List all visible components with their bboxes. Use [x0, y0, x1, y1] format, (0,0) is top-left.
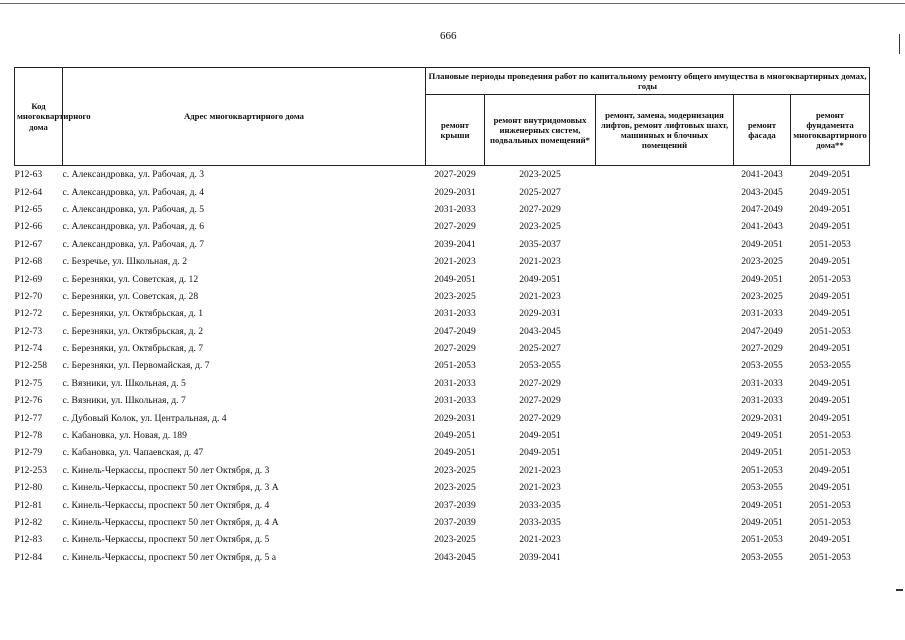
cell-code: P12-64: [14, 186, 43, 198]
cell-address: с. Кабановка, ул. Чапаевская, д. 47: [62, 447, 204, 459]
header-facade: ремонт фасада: [734, 95, 791, 166]
cell-roof: 2049-2051: [434, 273, 476, 285]
cell-address: с. Александровка, ул. Рабочая, д. 3: [62, 169, 205, 181]
cell-elevators: [596, 514, 734, 531]
cell-elevators: [596, 444, 734, 461]
cell-elevators: [596, 496, 734, 513]
cell-facade: 2027-2029: [741, 343, 783, 355]
cell-engineering: 2049-2051: [519, 273, 561, 285]
cell-foundation: 2049-2051: [809, 221, 851, 233]
cell-elevators: [596, 531, 734, 548]
cell-address: с. Вязники, ул. Школьная, д. 7: [62, 395, 186, 407]
cell-engineering: 2023-2025: [519, 169, 561, 181]
cell-code: P12-63: [14, 169, 43, 181]
cell-roof: 2043-2045: [434, 551, 476, 563]
cell-roof: 2027-2029: [434, 343, 476, 355]
cell-foundation: 2051-2053: [809, 430, 851, 442]
cell-code: P12-76: [14, 395, 43, 407]
cell-code: P12-74: [14, 343, 43, 355]
cell-foundation: 2051-2053: [809, 325, 851, 337]
cell-engineering: 2035-2037: [519, 238, 561, 250]
cell-code: P12-75: [14, 377, 43, 389]
cell-foundation: 2049-2051: [809, 377, 851, 389]
cell-address: с. Кинель-Черкассы, проспект 50 лет Октября, д. 3: [62, 464, 270, 476]
table-row: [15, 531, 870, 548]
cell-address: с. Березняки, ул. Первомайская, д. 7: [62, 360, 210, 372]
cell-facade: 2049-2051: [741, 447, 783, 459]
header-code: Код многоквартирного дома: [15, 68, 63, 166]
cell-roof: 2031-2033: [434, 203, 476, 215]
cell-code: P12-67: [14, 238, 43, 250]
cell-elevators: [596, 427, 734, 444]
cell-engineering: 2027-2029: [519, 412, 561, 424]
cell-engineering: 2027-2029: [519, 395, 561, 407]
cell-engineering: 2025-2027: [519, 343, 561, 355]
cell-elevators: [596, 340, 734, 357]
cell-roof: 2037-2039: [434, 517, 476, 528]
cell-code: P12-72: [14, 308, 43, 320]
cell-address: с. Кабановка, ул. Новая, д. 189: [62, 430, 187, 442]
cell-elevators: [596, 479, 734, 496]
cell-foundation: 2051-2053: [809, 447, 851, 459]
cell-engineering: 2021-2023: [519, 464, 561, 476]
cell-foundation: 2049-2051: [809, 464, 851, 476]
cell-elevators: [596, 218, 734, 235]
table-body: [15, 166, 870, 566]
cell-engineering: 2025-2027: [519, 186, 561, 198]
cell-facade: 2041-2043: [741, 169, 783, 181]
cell-engineering: 2021-2023: [519, 256, 561, 268]
cell-engineering: 2039-2041: [519, 551, 561, 563]
cell-address: с. Кинель-Черкассы, проспект 50 лет Октября, д. 5: [62, 534, 270, 546]
table-row: [15, 166, 870, 184]
cell-roof: 2049-2051: [434, 430, 476, 442]
cell-elevators: [596, 462, 734, 479]
cell-engineering: 2021-2023: [519, 534, 561, 546]
cell-code: P12-258: [14, 360, 48, 372]
cell-address: с. Кинель-Черкассы, проспект 50 лет Октября, д. 3 А: [62, 482, 279, 494]
cell-facade: 2031-2033: [741, 308, 783, 320]
cell-elevators: [596, 323, 734, 340]
cell-roof: 2029-2031: [434, 412, 476, 424]
header-address: Адрес многоквартирного дома: [63, 68, 426, 166]
cell-code: P12-65: [14, 203, 43, 215]
cell-roof: 2031-2033: [434, 308, 476, 320]
cell-roof: 2029-2031: [434, 186, 476, 198]
cell-elevators: [596, 375, 734, 392]
table-row: [15, 549, 870, 566]
cell-address: с. Безречье, ул. Школьная, д. 2: [62, 256, 188, 268]
cell-roof: 2039-2041: [434, 238, 476, 250]
cell-facade: 2023-2025: [741, 290, 783, 302]
cell-facade: 2043-2045: [741, 186, 783, 198]
top-rule: [0, 3, 905, 4]
cell-code: P12-69: [14, 273, 43, 285]
cell-engineering: 2023-2025: [519, 221, 561, 233]
cell-address: с. Березняки, ул. Октябрьская, д. 7: [62, 343, 204, 355]
table-row: [15, 444, 870, 461]
cell-engineering: 2029-2031: [519, 308, 561, 320]
cell-code: P12-78: [14, 430, 43, 442]
cell-facade: 2053-2055: [741, 551, 783, 563]
cell-facade: 2049-2051: [741, 238, 783, 250]
table-row: [15, 218, 870, 235]
cell-address: с. Александровка, ул. Рабочая, д. 4: [62, 186, 205, 198]
cell-foundation: 2051-2053: [809, 499, 851, 511]
cell-address: с. Александровка, ул. Рабочая, д. 5: [62, 203, 205, 215]
cell-code: P12-253: [14, 464, 48, 476]
cell-address: с. Березняки, ул. Октябрьская, д. 1: [62, 308, 204, 320]
table-row: [15, 409, 870, 426]
cell-foundation: 2049-2051: [809, 169, 851, 181]
table-row: [15, 305, 870, 322]
cell-address: с. Березняки, ул. Советская, д. 12: [62, 273, 199, 285]
cell-roof: 2031-2033: [434, 395, 476, 407]
cell-foundation: 2049-2051: [809, 395, 851, 407]
margin-dash: [896, 589, 903, 591]
cell-foundation: 2051-2053: [809, 517, 851, 528]
cell-roof: 2031-2033: [434, 377, 476, 389]
cell-elevators: [596, 409, 734, 426]
cell-elevators: [596, 288, 734, 305]
cell-foundation: 2049-2051: [809, 482, 851, 494]
cell-foundation: 2049-2051: [809, 412, 851, 424]
cell-engineering: 2049-2051: [519, 430, 561, 442]
repair-schedule-table: [14, 67, 870, 566]
cell-foundation: 2049-2051: [809, 534, 851, 546]
cell-roof: 2047-2049: [434, 325, 476, 337]
cell-foundation: 2049-2051: [809, 186, 851, 198]
cell-elevators: [596, 549, 734, 566]
table-row: [15, 392, 870, 409]
cell-facade: 2047-2049: [741, 203, 783, 215]
cell-facade: 2051-2053: [741, 534, 783, 546]
cell-roof: 2037-2039: [434, 499, 476, 511]
cell-engineering: 2049-2051: [519, 447, 561, 459]
cell-foundation: 2051-2053: [809, 238, 851, 250]
table-row: [15, 340, 870, 357]
table-row: [15, 462, 870, 479]
header-elevators: ремонт, замена, модернизация лифтов, ремонт лифтовых шахт, машинных и блочных помещений: [596, 95, 734, 166]
cell-code: P12-77: [14, 412, 43, 424]
cell-elevators: [596, 201, 734, 218]
cell-roof: 2023-2025: [434, 482, 476, 494]
table-row: [15, 201, 870, 218]
cell-elevators: [596, 166, 734, 184]
cell-code: P12-73: [14, 325, 43, 337]
cell-facade: 2049-2051: [741, 499, 783, 511]
cell-address: с. Александровка, ул. Рабочая, д. 6: [62, 221, 205, 233]
cell-foundation: 2053-2055: [809, 360, 851, 372]
cell-elevators: [596, 392, 734, 409]
cell-engineering: 2021-2023: [519, 482, 561, 494]
margin-mark: [899, 34, 900, 54]
header-roof: ремонт крыши: [426, 95, 485, 166]
cell-code: P12-68: [14, 256, 43, 268]
cell-engineering: 2027-2029: [519, 377, 561, 389]
cell-foundation: 2049-2051: [809, 203, 851, 215]
cell-facade: 2051-2053: [741, 464, 783, 476]
header-engineering: ремонт внутридомовых инженерных систем, подвальных помещений*: [485, 95, 596, 166]
cell-engineering: 2053-2055: [519, 360, 561, 372]
cell-address: с. Дубовый Колок, ул. Центральная, д. 4: [62, 412, 227, 424]
cell-foundation: 2051-2053: [809, 273, 851, 285]
cell-address: с. Березняки, ул. Советская, д. 28: [62, 290, 199, 302]
cell-engineering: 2021-2023: [519, 290, 561, 302]
cell-address: с. Александровка, ул. Рабочая, д. 7: [62, 238, 205, 250]
table-row: [15, 514, 870, 531]
cell-facade: 2031-2033: [741, 395, 783, 407]
cell-address: с. Кинель-Черкассы, проспект 50 лет Октября, д. 4: [62, 499, 270, 511]
table-row: [15, 236, 870, 253]
cell-roof: 2049-2051: [434, 447, 476, 459]
cell-elevators: [596, 270, 734, 287]
cell-roof: 2027-2029: [434, 221, 476, 233]
header-foundation: ремонт фундамента многоквартирного дома**: [791, 95, 870, 166]
cell-code: P12-84: [14, 551, 43, 563]
cell-address: с. Кинель-Черкассы, проспект 50 лет Октября, д. 4 А: [62, 517, 279, 528]
cell-elevators: [596, 236, 734, 253]
header-work-periods: Плановые периоды проведения работ по капитальному ремонту общего имущества в многоквартирных домах, годы: [426, 68, 870, 95]
cell-roof: 2023-2025: [434, 464, 476, 476]
cell-code: P12-66: [14, 221, 43, 233]
cell-code: P12-82: [14, 517, 43, 528]
cell-address: с. Березняки, ул. Октябрьская, д. 2: [62, 325, 204, 337]
page-number: 666: [440, 30, 457, 42]
cell-code: P12-83: [14, 534, 43, 546]
cell-facade: 2049-2051: [741, 517, 783, 528]
cell-engineering: 2043-2045: [519, 325, 561, 337]
cell-address: с. Кинель-Черкассы, проспект 50 лет Октября, д. 5 а: [62, 551, 276, 563]
cell-facade: 2041-2043: [741, 221, 783, 233]
table-row: [15, 427, 870, 444]
table-row: [15, 253, 870, 270]
cell-code: P12-70: [14, 290, 43, 302]
cell-roof: 2023-2025: [434, 534, 476, 546]
cell-foundation: 2051-2053: [809, 551, 851, 563]
cell-roof: 2051-2053: [434, 360, 476, 372]
cell-code: P12-81: [14, 499, 43, 511]
cell-foundation: 2049-2051: [809, 256, 851, 268]
table-row: [15, 375, 870, 392]
cell-roof: 2021-2023: [434, 256, 476, 268]
table-row: [15, 288, 870, 305]
table-row: [15, 496, 870, 513]
cell-foundation: 2049-2051: [809, 343, 851, 355]
cell-facade: 2031-2033: [741, 377, 783, 389]
cell-elevators: [596, 357, 734, 374]
cell-engineering: 2027-2029: [519, 203, 561, 215]
cell-engineering: 2033-2035: [519, 499, 561, 511]
cell-elevators: [596, 183, 734, 200]
cell-code: P12-80: [14, 482, 43, 494]
table-row: [15, 479, 870, 496]
cell-facade: 2053-2055: [741, 482, 783, 494]
table-row: [15, 270, 870, 287]
table-row: [15, 357, 870, 374]
cell-elevators: [596, 305, 734, 322]
cell-facade: 2049-2051: [741, 430, 783, 442]
cell-elevators: [596, 253, 734, 270]
cell-foundation: 2049-2051: [809, 308, 851, 320]
table-row: [15, 183, 870, 200]
cell-facade: 2023-2025: [741, 256, 783, 268]
cell-facade: 2047-2049: [741, 325, 783, 337]
cell-engineering: 2033-2035: [519, 517, 561, 528]
cell-facade: 2053-2055: [741, 360, 783, 372]
cell-code: P12-79: [14, 447, 43, 459]
cell-roof: 2023-2025: [434, 290, 476, 302]
cell-foundation: 2049-2051: [809, 290, 851, 302]
cell-facade: 2049-2051: [741, 273, 783, 285]
cell-address: с. Вязники, ул. Школьная, д. 5: [62, 377, 186, 389]
cell-roof: 2027-2029: [434, 169, 476, 181]
cell-facade: 2029-2031: [741, 412, 783, 424]
table-row: [15, 323, 870, 340]
